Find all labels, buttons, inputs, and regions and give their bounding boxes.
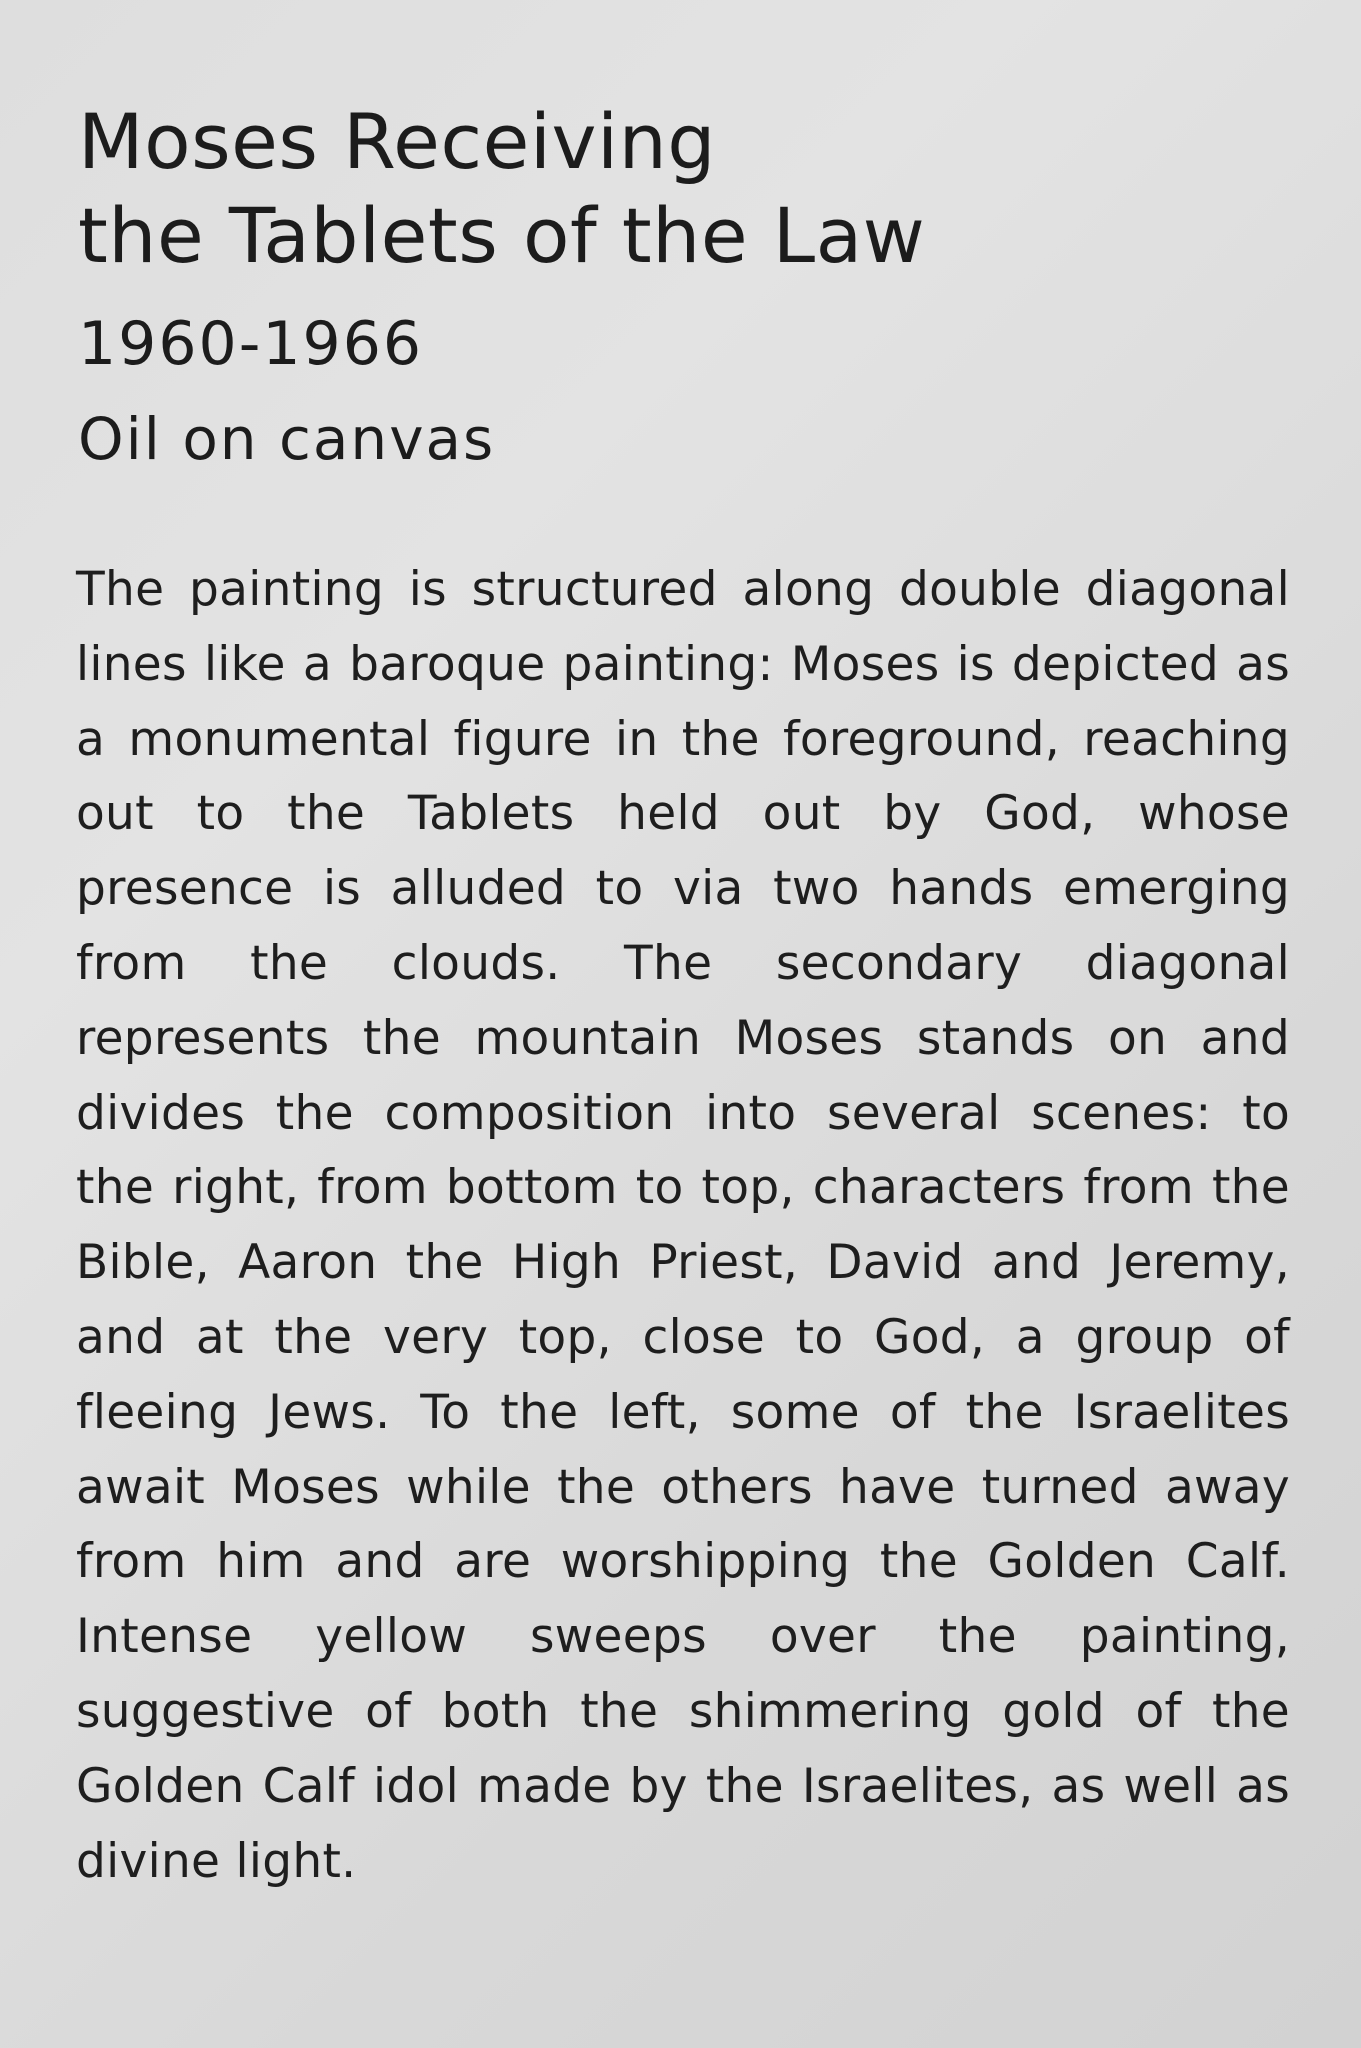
artwork-medium: Oil on canvas — [78, 405, 496, 473]
artwork-title — [78, 95, 1278, 283]
artwork-dates: 1960-1966 — [78, 309, 424, 379]
artwork-description: The painting is structured along double diagonal lines like a baroque painting: Moses is depicted as a monumental figure in the foreground, reaching out to the Tablets held out by God, whose presence is alluded to via two hands emerging from the clouds. The secondary diagonal represents the mountain Moses stands on and divides the composition into several scenes: to the right, from bottom to top, characters from the Bible, Aaron the High Priest, David and Jeremy, and at the very top, close to God, a group of fleeing Jews. To the left, some of the Israelites await Moses while the others have turned away from him and are worshipping the Golden Calf. Intense yellow sweeps over the painting, suggestive of both the shimmering gold of the Golden Calf idol made by the Israelites, as well as divine light. — [76, 562, 1290, 1889]
artwork-title-line-1: Moses Receiving — [78, 97, 716, 186]
artwork-title-line-2: the Tablets of the Law — [78, 191, 926, 280]
